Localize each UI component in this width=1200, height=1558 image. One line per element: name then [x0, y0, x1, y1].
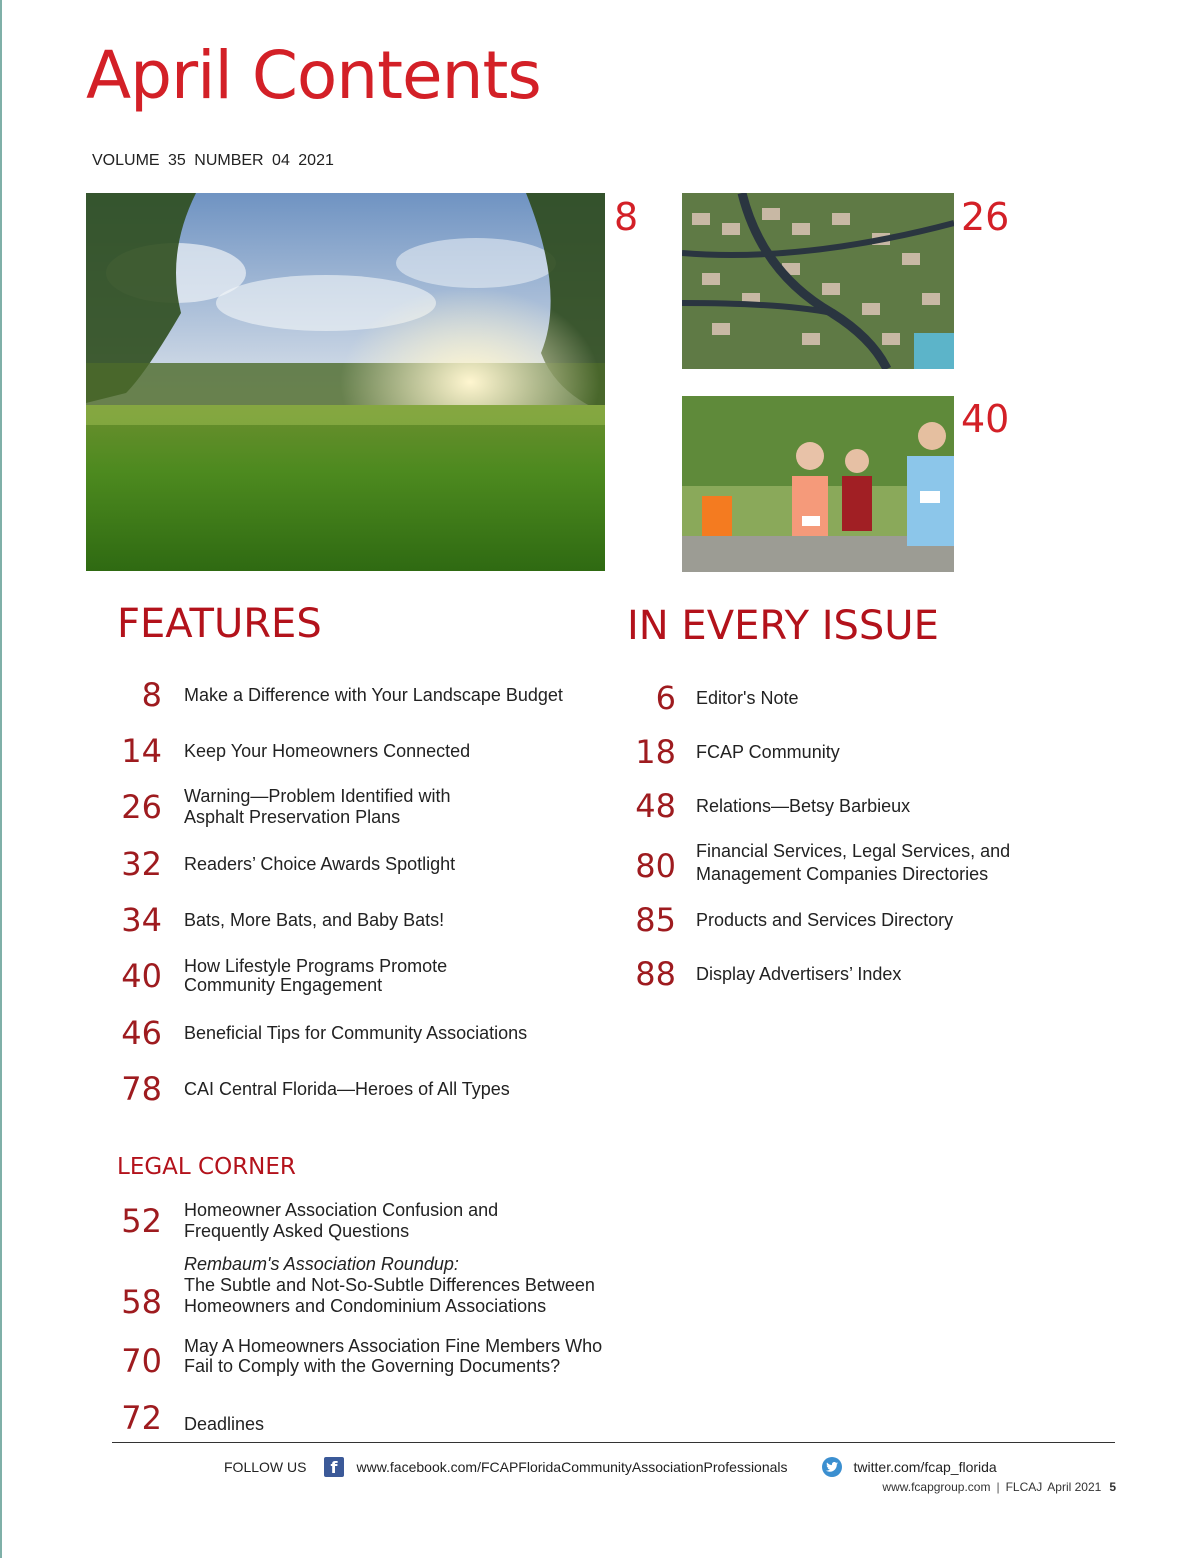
twitter-link[interactable]: twitter.com/fcap_florida — [853, 1459, 997, 1475]
entry-kicker: Rembaum's Association Roundup: — [184, 1253, 459, 1274]
issue-entry[interactable] — [606, 833, 1106, 893]
entry-title: Frequently Asked Questions — [184, 1221, 410, 1241]
page-number: 6 — [655, 679, 676, 717]
seniors-race-photo — [682, 396, 954, 572]
lawn-photo-page-number: 8 — [614, 195, 639, 239]
page-number: 78 — [121, 1070, 162, 1108]
page-number: 70 — [121, 1342, 162, 1380]
entry-title: Keep Your Homeowners Connected — [184, 740, 471, 761]
page-edge-line — [0, 0, 2, 1558]
legal-entry[interactable] — [92, 1390, 612, 1446]
entry-title: Beneficial Tips for Community Associations — [184, 1022, 528, 1043]
page-number: 48 — [635, 787, 676, 825]
entry-title: Editor's Note — [696, 687, 799, 708]
every-issue-heading: IN EVERY ISSUE — [627, 603, 939, 649]
page-number: 14 — [121, 732, 162, 770]
legal-entry[interactable] — [92, 1250, 612, 1320]
page-title: April Contents — [86, 37, 541, 114]
issue-entry[interactable] — [606, 778, 1106, 834]
aerial-photo-page-number: 26 — [961, 195, 1010, 239]
footer-site[interactable]: www.fcapgroup.com — [882, 1480, 991, 1494]
feature-entry[interactable] — [92, 1005, 612, 1061]
entry-title: Homeowners and Condominium Associations — [184, 1295, 547, 1316]
feature-entry[interactable] — [92, 836, 612, 892]
entry-title: Warning—Problem Identified with — [184, 786, 451, 806]
entry-title: Homeowner Association Confusion and — [184, 1200, 499, 1220]
facebook-icon[interactable] — [324, 1457, 344, 1477]
feature-entry[interactable] — [92, 892, 612, 948]
follow-us-label: FOLLOW US — [224, 1459, 307, 1475]
footer-issue: April 2021 — [1047, 1480, 1102, 1494]
issue-entry[interactable] — [606, 946, 1106, 1002]
page-number: 40 — [121, 957, 162, 995]
issue-entry[interactable] — [606, 724, 1106, 780]
entry-title: Display Advertisers’ Index — [696, 963, 902, 984]
page-number: 80 — [635, 847, 676, 885]
footer-separator: | — [996, 1480, 1000, 1494]
page-number: 52 — [121, 1202, 162, 1240]
features-heading: FEATURES — [117, 601, 322, 647]
entry-title: How Lifestyle Programs Promote — [184, 956, 448, 976]
entry-title: May A Homeowners Association Fine Members Who — [184, 1336, 603, 1356]
footer-page-number: 5 — [1109, 1480, 1116, 1494]
entry-title: Products and Services Directory — [696, 909, 954, 930]
entry-title: Community Engagement — [184, 975, 383, 995]
legal-corner-heading: LEGAL CORNER — [117, 1154, 296, 1180]
legal-entry[interactable] — [92, 1328, 612, 1384]
follow-us-bar — [224, 1456, 997, 1478]
issue-entry[interactable] — [606, 670, 1106, 726]
aerial-neighborhood-photo — [682, 193, 954, 369]
seniors-photo-page-number: 40 — [961, 397, 1010, 441]
footer-divider — [112, 1442, 1115, 1443]
page-number: 8 — [141, 676, 162, 714]
lawn-photo — [86, 193, 605, 571]
entry-title: Fail to Comply with the Governing Documents? — [184, 1356, 561, 1376]
page-number: 32 — [121, 845, 162, 883]
feature-entry[interactable] — [92, 667, 612, 723]
feature-entry[interactable] — [92, 1061, 612, 1117]
page-number: 46 — [121, 1014, 162, 1052]
entry-title: CAI Central Florida—Heroes of All Types — [184, 1078, 510, 1099]
page-number: 85 — [635, 901, 676, 939]
entry-title: Readers’ Choice Awards Spotlight — [184, 853, 456, 874]
page-number: 72 — [121, 1399, 162, 1437]
entry-title: Management Companies Directories — [696, 864, 989, 884]
footer-publication: FLCAJ — [1005, 1480, 1043, 1494]
entry-title: The Subtle and Not-So-Subtle Differences Between — [184, 1274, 595, 1295]
twitter-icon[interactable] — [822, 1457, 842, 1477]
feature-entry[interactable] — [92, 723, 612, 779]
page-number: 88 — [635, 955, 676, 993]
feature-entry[interactable] — [92, 779, 612, 835]
feature-entry[interactable] — [92, 948, 612, 1004]
issue-entry[interactable] — [606, 892, 1106, 948]
entry-title: FCAP Community — [696, 741, 840, 762]
facebook-link[interactable]: www.facebook.com/FCAPFloridaCommunityAssociationProfessionals — [356, 1459, 788, 1475]
entry-title: Deadlines — [184, 1413, 265, 1434]
legal-entry[interactable] — [92, 1193, 612, 1249]
entry-title: Asphalt Preservation Plans — [184, 807, 401, 827]
entry-title: Bats, More Bats, and Baby Bats! — [184, 909, 445, 930]
volume-line: VOLUME 35 NUMBER 04 2021 — [92, 152, 334, 169]
entry-title: Financial Services, Legal Services, and — [696, 841, 1011, 861]
entry-title: Make a Difference with Your Landscape Budget — [184, 684, 563, 705]
page-number: 26 — [121, 788, 162, 826]
page-number: 58 — [121, 1283, 162, 1321]
entry-title: Relations—Betsy Barbieux — [696, 795, 911, 816]
page-number: 34 — [121, 901, 162, 939]
page-footer — [882, 1480, 1116, 1494]
page-number: 18 — [635, 733, 676, 771]
